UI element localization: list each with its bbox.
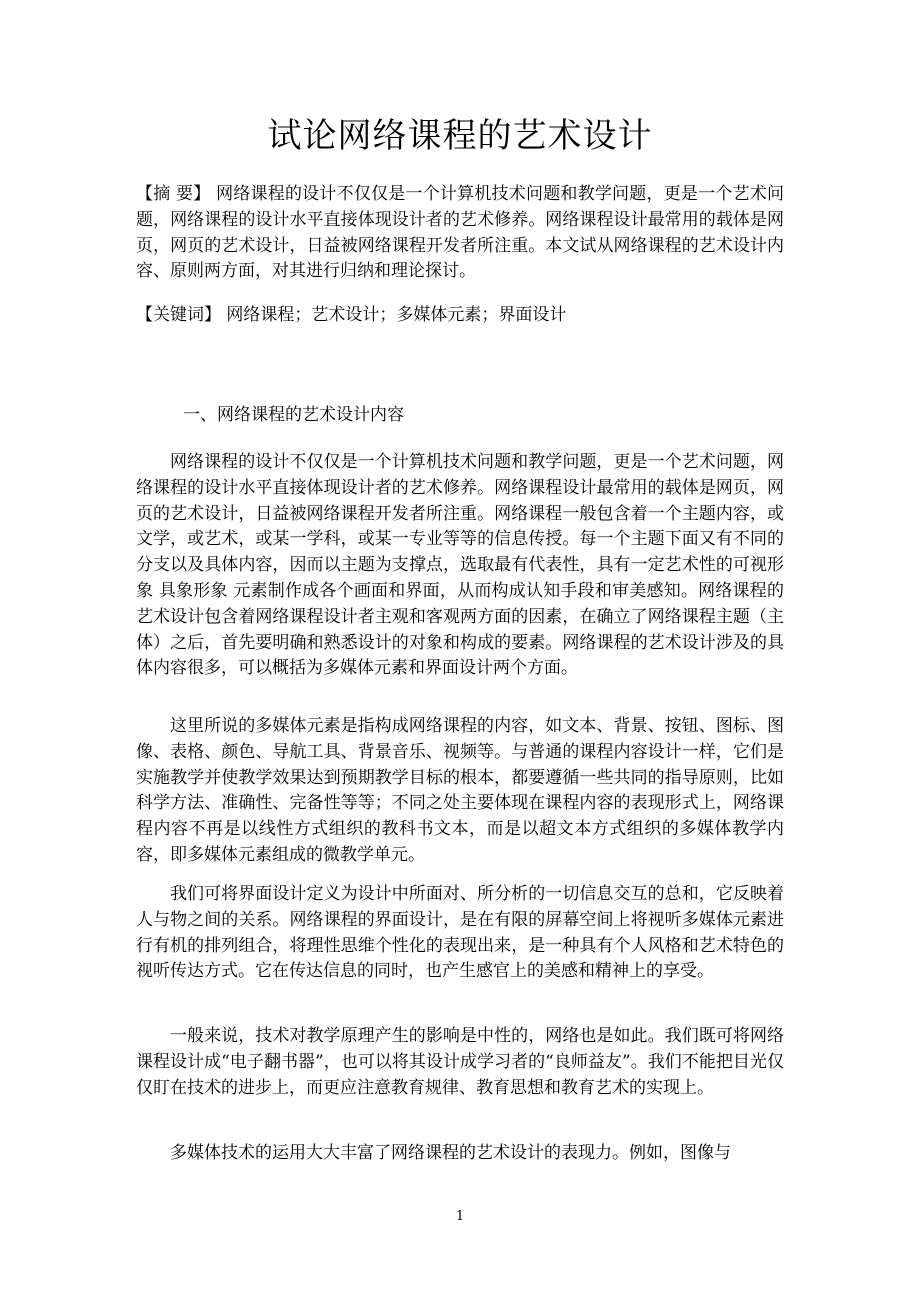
abstract-block bbox=[136, 182, 784, 285]
page-number: 1 bbox=[455, 1209, 465, 1224]
document-title: 试论网络课程的艺术设计 bbox=[267, 116, 653, 156]
body-paragraph-5: 多媒体技术的运用大大丰富了网络课程的艺术设计的表现力。例如，图像与 bbox=[170, 1143, 731, 1163]
section-heading: 一、网络课程的艺术设计内容 bbox=[183, 405, 404, 425]
keywords-label: 【关键词】 bbox=[136, 305, 221, 325]
body-paragraph-4: 一般来说，技术对教学原理产生的影响是中性的，网络也是如此。我们既可将网络课程设计成“电子翻书器”，也可以将其设计成学习者的“良师益友”。我们不能把目光仅仅盯在技术的进步上，而更应注意教育规律、教育思想和教育艺术的实现上。 bbox=[136, 1026, 784, 1098]
body-paragraph-1: 网络课程的设计不仅仅是一个计算机技术问题和教学问题，更是一个艺术问题，网络课程的设计水平直接体现设计者的艺术修养。网络课程设计最常用的载体是网页，网页的艺术设计，日益被网络课程开发者所注重。网络课程一般包含着一个主题内容，或文学，或艺术，或某一学科，或某一专业等等的信息传授。每一个主题下面又有不同的分支以及具体内容，因而以主题为支撑点，选取最有代表性，具有一定艺术性的可视形象 具象形象 元素制作成各个画面和界面，从而构成认知手段和审美感知。网络课程的艺术设计包含着网络课程设计者主观和客观两方面的因素，在确立了网络课程主题（主体）之后，首先要明确和熟悉设计的对象和构成的要素。网络课程的艺术设计涉及的具体内容很多，可以概括为多媒体元素和界面设计两个方面。 bbox=[136, 452, 784, 679]
abstract-label: 【摘 要】 bbox=[136, 184, 211, 204]
keywords-block bbox=[136, 303, 784, 329]
keywords-text: 网络课程；艺术设计；多媒体元素；界面设计 bbox=[221, 305, 567, 325]
body-paragraph-3: 我们可将界面设计定义为设计中所面对、所分析的一切信息交互的总和，它反映着人与物之间的关系。网络课程的界面设计，是在有限的屏幕空间上将视听多媒体元素进行有机的排列组合，将理性思维个性化的表现出来，是一种具有个人风格和艺术特色的视听传达方式。它在传达信息的同时，也产生感官上的美感和精神上的享受。 bbox=[136, 884, 784, 982]
body-paragraph-2: 这里所说的多媒体元素是指构成网络课程的内容，如文本、背景、按钮、图标、图像、表格、颜色、导航工具、背景音乐、视频等。与普通的课程内容设计一样，它们是实施教学并使教学效果达到预期教学目标的根本，都要遵循一些共同的指导原则，比如科学方法、准确性、完备性等等；不同之处主要体现在课程内容的表现形式上，网络课程内容不再是以线性方式组织的教科书文本，而是以超文本方式组织的多媒体教学内容，即多媒体元素组成的微教学单元。 bbox=[136, 716, 784, 865]
abstract-text: 网络课程的设计不仅仅是一个计算机技术问题和教学问题，更是一个艺术问题，网络课程的设计水平直接体现设计者的艺术修养。网络课程设计最常用的载体是网页，网页的艺术设计，日益被网络课程开发者所注重。本文试从网络课程的艺术设计内容、原则两方面，对其进行归纳和理论探讨。 bbox=[136, 184, 784, 282]
